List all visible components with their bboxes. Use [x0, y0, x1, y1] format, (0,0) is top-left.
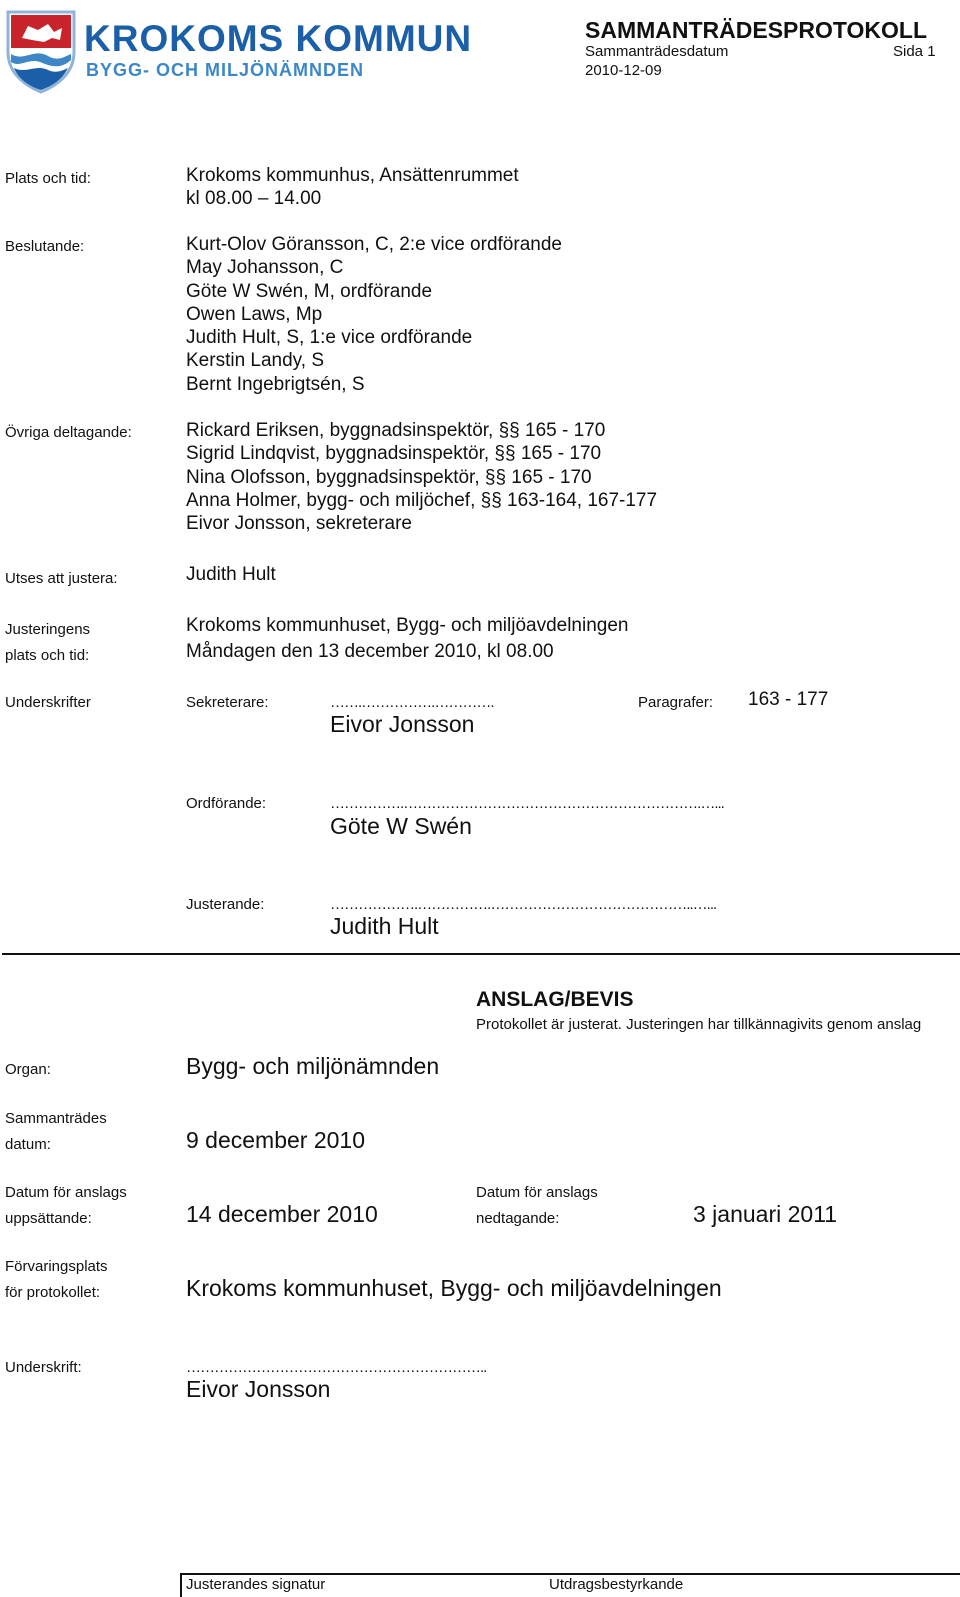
- sekreterare-label: Sekreterare:: [186, 694, 269, 711]
- participant-line: Eivor Jonsson, sekreterare: [186, 513, 412, 535]
- anslag-subtitle: Protokollet är justerat. Justeringen har tillkännagivits genom anslag: [476, 1016, 922, 1033]
- logo-kommun-text: KROKOMS KOMMUN: [84, 18, 473, 59]
- justeringens-label-2: plats och tid:: [5, 647, 90, 664]
- justerandes-signatur-label: Justerandes signatur: [186, 1576, 326, 1593]
- justera-label: Utses att justera:: [5, 570, 118, 587]
- underskrift-signature-line: ………………………………………………………..: [186, 1359, 487, 1376]
- anslag-title: ANSLAG/BEVIS: [476, 988, 634, 1011]
- organ-label: Organ:: [5, 1061, 51, 1078]
- justerande-name: Judith Hult: [330, 913, 439, 939]
- member-line: Kurt-Olov Göransson, C, 2:e vice ordförande: [186, 234, 562, 255]
- member-line: Owen Laws, Mp: [186, 303, 323, 325]
- justeringens-place: Krokoms kommunhuset, Bygg- och miljöavdelningen: [186, 615, 629, 636]
- uppsattande-date: 14 december 2010: [186, 1201, 378, 1227]
- plats-label: Plats och tid:: [5, 170, 91, 187]
- forvaringsplats-label-2: för protokollet:: [5, 1284, 101, 1301]
- justera-value: Judith Hult: [186, 564, 276, 585]
- ordforande-name: Göte W Swén: [330, 813, 472, 839]
- forvaringsplats-label: Förvaringsplats: [5, 1258, 108, 1275]
- document-title: SAMMANTRÄDESPROTOKOLL: [585, 17, 928, 43]
- participant-line: Rickard Eriksen, byggnadsinspektör, §§ 165 - 170: [186, 420, 606, 441]
- nedtagande-label-2: nedtagande:: [476, 1210, 560, 1227]
- nedtagande-label: Datum för anslags: [476, 1184, 598, 1201]
- municipality-logo: [4, 8, 473, 98]
- underskrifter-label: Underskrifter: [5, 694, 91, 711]
- justeringens-label: Justeringens: [5, 621, 91, 638]
- header-date: 2010-12-09: [585, 62, 662, 79]
- logo-namnd-text: BYGG- OCH MILJÖNÄMNDEN: [86, 60, 364, 80]
- beslutande-label: Beslutande:: [5, 238, 85, 255]
- coat-of-arms-icon: [4, 8, 78, 94]
- nedtagande-date: 3 januari 2011: [693, 1201, 838, 1227]
- justerande-label: Justerande:: [186, 896, 265, 913]
- forvaringsplats-value: Krokoms kommunhuset, Bygg- och miljöavdelningen: [186, 1275, 722, 1301]
- underskrift-label: Underskrift:: [5, 1359, 82, 1376]
- paragrafer-label: Paragrafer:: [638, 694, 714, 711]
- plats-line: Krokoms kommunhus, Ansättenrummet: [186, 165, 519, 186]
- member-line: Kerstin Landy, S: [186, 350, 325, 372]
- ordforande-signature-line: …………….……………………………………………………….…...: [330, 795, 724, 812]
- sammantrades-datum: 9 december 2010: [186, 1127, 366, 1153]
- plats-values: [186, 164, 519, 211]
- member-line: Göte W Swén, M, ordförande: [186, 280, 433, 302]
- paragrafer-value: 163 - 177: [748, 689, 829, 710]
- ordforande-label: Ordförande:: [186, 795, 267, 812]
- underskrift-name: Eivor Jonsson: [186, 1376, 331, 1402]
- ovriga-list: [186, 419, 657, 535]
- uppsattande-label-2: uppsättande:: [5, 1210, 92, 1227]
- justerande-signature-line: ……………….…………….……………………………………..…...: [330, 896, 717, 913]
- sekreterare-name: Eivor Jonsson: [330, 711, 475, 737]
- participant-line: Sigrid Lindqvist, byggnadsinspektör, §§ 165 - 170: [186, 443, 602, 465]
- ovriga-label: Övriga deltagande:: [5, 424, 132, 441]
- page-number: Sida 1: [893, 43, 936, 60]
- sammantrades-label: Sammanträdes: [5, 1110, 107, 1127]
- member-line: Bernt Ingebrigtsén, S: [186, 373, 365, 395]
- beslutande-list: [186, 233, 562, 396]
- participant-line: Nina Olofsson, byggnadsinspektör, §§ 165 - 170: [186, 466, 592, 488]
- section-divider: [2, 953, 960, 955]
- member-line: May Johansson, C: [186, 257, 344, 279]
- justeringens-time: Måndagen den 13 december 2010, kl 08.00: [186, 641, 554, 662]
- participant-line: Anna Holmer, bygg- och miljöchef, §§ 163-164, 167-177: [186, 489, 658, 511]
- uppsattande-label: Datum för anslags: [5, 1184, 127, 1201]
- organ-value: Bygg- och miljönämnden: [186, 1053, 440, 1079]
- plats-line: kl 08.00 – 14.00: [186, 188, 322, 210]
- utdragsbestyrkande-label: Utdragsbestyrkande: [549, 1576, 684, 1593]
- datum-label: datum:: [5, 1136, 51, 1153]
- sekreterare-signature-line: …….…………….………….: [330, 694, 494, 711]
- member-line: Judith Hult, S, 1:e vice ordförande: [186, 327, 473, 349]
- header-date-label: Sammanträdesdatum: [585, 43, 729, 60]
